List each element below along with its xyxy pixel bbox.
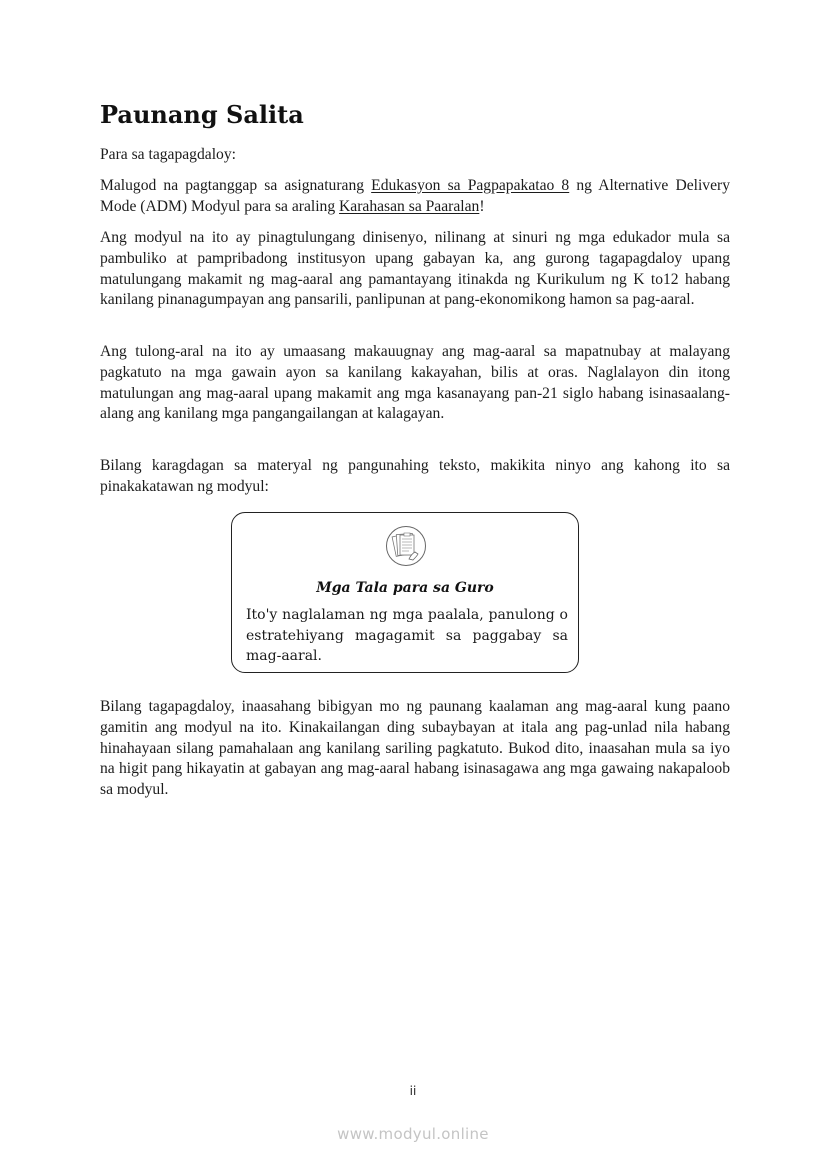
module-purpose-paragraph: Ang tulong-aral na ito ay umaasang makauugnay ang mag-aaral sa mapatnubay at malayang pagkatuto na mga gawain ayon sa kanilang kakayahan, bilis at oras. Naglalayon din itong matulungan ang mag-aaral upang makamit ang mga kasanayang pan-21 siglo habang isinasaalang-alang ang kanilang mga pangangailangan at kalagayan.: [100, 343, 730, 423]
note-box-title: Mga Tala para sa Guro: [316, 580, 494, 596]
page-number: ii: [409, 1084, 417, 1098]
teacher-notes-box: [231, 512, 579, 673]
box-intro-paragraph: Bilang karagdagan sa materyal ng pangunahing teksto, makikita ninyo ang kahong ito sa pinakakatawan ng modyul:: [100, 457, 730, 495]
intro-paragraph: [100, 176, 730, 218]
notes-hand-icon: [385, 525, 427, 567]
intro-text-middle: ng Alternative Delivery Mode (ADM) Modyul para sa araling: [100, 177, 731, 215]
greeting: Para sa tagapagdaloy:: [100, 146, 236, 163]
lesson-name: Karahasan sa Paaralan: [339, 197, 480, 215]
intro-text-suffix: !: [479, 197, 485, 215]
note-box-body: Ito'y naglalaman ng mga paalala, panulong o estratehiyang magagamit sa paggabay sa mag-aaral.: [246, 607, 568, 664]
watermark: www.modyul.online: [337, 1125, 489, 1143]
module-description-paragraph: Ang modyul na ito ay pinagtulungang dinisenyo, nilinang at sinuri ng mga edukador mula sa pambuliko at pampribadong institusyon upang gabayan ka, ang gurong tagapagdaloy upang matulungang makamit ng mag-aaral ang pamantayang itinakda ng Kurikulum ng K to12 habang kanilang pinanagumpayan ang pansarili, panlipunan at pang-ekonomikong hamon sa pag-aaral.: [100, 229, 730, 309]
subject-name: Edukasyon sa Pagpapakatao 8: [371, 177, 570, 194]
intro-text-prefix: Malugod na pagtanggap sa asignaturang: [100, 177, 372, 194]
facilitator-paragraph: Bilang tagapagdaloy, inaasahang bibigyan mo ng paunang kaalaman ang mag-aaral kung paano gamitin ang modyul na ito. Kinakailangan ding subaybayan at itala ang pag-unlad nila habang hinahayaan silang pamahalaan ang kanilang sariling pagkatuto. Bukod dito, inaasahan mula sa iyo na higit pang hikayatin at gabayan ang mag-aaral habang isinasagawa ang mga gawaing nakapaloob sa modyul.: [100, 698, 730, 799]
page-title: Paunang Salita: [100, 100, 304, 129]
